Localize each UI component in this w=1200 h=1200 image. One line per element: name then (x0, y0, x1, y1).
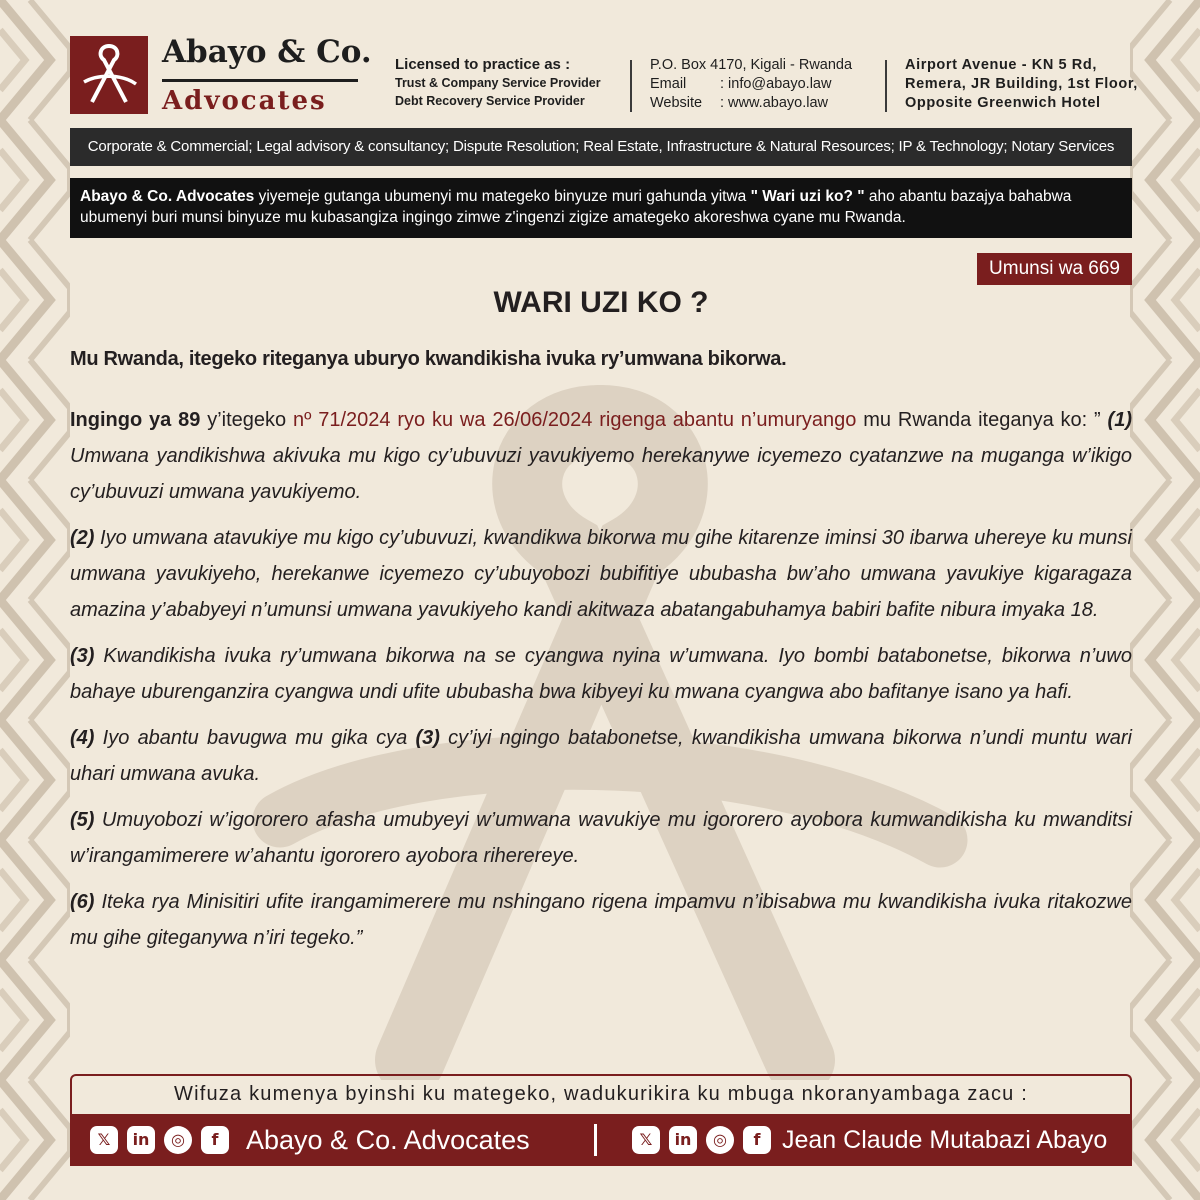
licensed-block (395, 56, 601, 110)
page-title: WARI UZI KO ? (493, 286, 709, 319)
paragraph-cross-ref: (3) (415, 727, 440, 749)
article-reference: Ingingo ya 89 (70, 409, 201, 431)
brand-name: Abayo & Co. (162, 34, 372, 70)
paragraph-text: Iyo umwana atavukiye mu kigo cy’ubuvuzi, kwandikwa bikorwa mu gihe kitarenze iminsi 30 ibarwa uhereye ku munsi umwana yavukiyeho, herekanwe icyemezo cy’ubuyobozi bubifitiye ububasha bw’aho umwana yavukiye kigaragaza amazina y’ababyeyi n’umunsi umwana yavukiyeho kandi akitwaza abatangabuhamya babiri bafite nibura imyaka 18. (70, 527, 1132, 621)
email-link[interactable]: : info@abayo.law (720, 76, 832, 92)
footer-firm-name[interactable]: Abayo & Co. Advocates (246, 1125, 530, 1155)
header-divider (885, 60, 887, 112)
contact-block (650, 56, 852, 113)
footer-social-bar (70, 1114, 1132, 1166)
licensed-item: Trust & Company Service Provider (395, 76, 601, 90)
paragraph-number: (6) (70, 891, 95, 913)
address-line: Airport Avenue - KN 5 Rd, (905, 57, 1097, 73)
intro-program-name: " Wari uzi ko? " (750, 188, 865, 205)
person-social-icons (632, 1126, 771, 1154)
licensed-item: Debt Recovery Service Provider (395, 94, 585, 108)
po-box: P.O. Box 4170, Kigali - Rwanda (650, 57, 853, 73)
x-icon[interactable]: 𝕏 (90, 1126, 118, 1154)
paragraph-text: Kwandikisha ivuka ry’umwana bikorwa na se cyangwa nyina w’umwana. Iyo bombi batabonetse, bikorwa n’uwo bahaye uburenganzira cyangwa undi ufite ububasha bwa kibyeyi ku mwana cyangwa abo bafitanye isano ya hafi. (70, 645, 1132, 703)
article-intro-paragraph (70, 402, 1132, 510)
header-divider (630, 60, 632, 112)
left-chevron-border (0, 0, 70, 1200)
footer-divider (594, 1124, 597, 1156)
paragraph-number: (2) (70, 527, 95, 549)
article-paragraph (70, 720, 1132, 792)
facebook-icon[interactable]: f (201, 1126, 229, 1154)
intro-box (70, 178, 1132, 238)
article-text: mu Rwanda iteganya ko: ” (856, 409, 1108, 431)
footer (70, 1074, 1132, 1166)
article-paragraph (70, 884, 1132, 956)
linkedin-icon[interactable]: in (669, 1126, 697, 1154)
law-reference: nº 71/2024 ryo ku wa 26/06/2024 rigenga abantu n’umuryango (292, 409, 857, 431)
paragraph-text: Umwana yandikishwa akivuka mu kigo cy’ubuvuzi yavukiyemo herekanywe icyemezo cyatanzwe na muganga w’ikigo cy’ubuvuzi umwana yavukiyemo. (70, 445, 1132, 503)
intro-text: yiyemeje gutanga ubumenyi mu mategeko binyuze muri gahunda yitwa (254, 188, 751, 205)
paragraph-number: (3) (70, 645, 95, 667)
article-paragraph (70, 802, 1132, 874)
website-link[interactable]: : www.abayo.law (720, 95, 828, 111)
facebook-icon[interactable]: f (743, 1126, 771, 1154)
x-icon[interactable]: 𝕏 (632, 1126, 660, 1154)
footer-person-name[interactable]: Jean Claude Mutabazi Abayo (782, 1126, 1108, 1154)
address-line: Remera, JR Building, 1st Floor, (905, 76, 1138, 92)
instagram-icon[interactable]: ◎ (706, 1126, 734, 1154)
linkedin-icon[interactable]: in (127, 1126, 155, 1154)
article-paragraph (70, 520, 1132, 628)
paragraph-text: Umuyobozi w’igororero afasha umubyeyi w’umwana wavukiye mu igororero ayobora kumwandikisha ku mwanditsi w’irangamimerere w’ahantu igororero ayobora riherereye. (70, 809, 1132, 867)
paragraph-text: Iyo abantu bavugwa mu gika cya (94, 727, 416, 749)
paragraph-text: Iteka rya Minisitiri ufite irangamimerere mu nshingano rigena impamvu n’ibisabwa mu kwandikisha ivuka ritakozwe mu gihe giteganywa n’iri tegeko.” (70, 891, 1132, 949)
intro-text: aho abantu bazajya bahabwa ubumenyi buri munsi binyuze mu kubasangiza ingingo zimwe z'ingenzi zigize amategeko akoreshwa cyane mu Rwanda. (80, 188, 1072, 226)
paragraph-number: (1) (1107, 409, 1132, 431)
paragraph-number: (4) (70, 727, 95, 749)
address-line: Opposite Greenwich Hotel (905, 95, 1101, 111)
instagram-icon[interactable]: ◎ (164, 1126, 192, 1154)
website-label: Website (650, 95, 703, 111)
website-row (650, 94, 852, 113)
email-row (650, 75, 852, 94)
brand-divider (162, 79, 358, 82)
address-block (905, 56, 1138, 113)
firm-social-icons (90, 1126, 229, 1154)
footer-prompt: Wifuza kumenya byinshi ku mategeko, wadukurikira ku mbuga nkoranyambaga zacu : (70, 1074, 1132, 1114)
lead-sentence: Mu Rwanda, itegeko riteganya uburyo kwandikisha ivuka ry’umwana bikorwa. (70, 348, 787, 370)
article-text: y’itegeko (200, 409, 293, 431)
paragraph-text: cy’iyi ngingo batabonetse, kwandikisha umwana bikorwa n’undi muntu wari uhari umwana avuka. (70, 727, 1132, 785)
logo-emblem-icon (70, 36, 148, 114)
day-badge: Umunsi wa 669 (977, 253, 1132, 285)
licensed-title: Licensed to practice as : (395, 56, 571, 73)
services-bar: Corporate & Commercial; Legal advisory & consultancy; Dispute Resolution; Real Estate, Infrastructure & Natural Resources; IP & Technology; Notary Services (70, 128, 1132, 166)
firm-logo (70, 36, 148, 114)
article-body (70, 402, 1132, 966)
email-label: Email (650, 76, 687, 92)
intro-firm-name: Abayo & Co. Advocates (80, 188, 255, 205)
page (70, 0, 1138, 1200)
article-paragraph (70, 638, 1132, 710)
brand-subtitle: Advocates (162, 86, 327, 116)
paragraph-number: (5) (70, 809, 95, 831)
right-chevron-border (1130, 0, 1200, 1200)
